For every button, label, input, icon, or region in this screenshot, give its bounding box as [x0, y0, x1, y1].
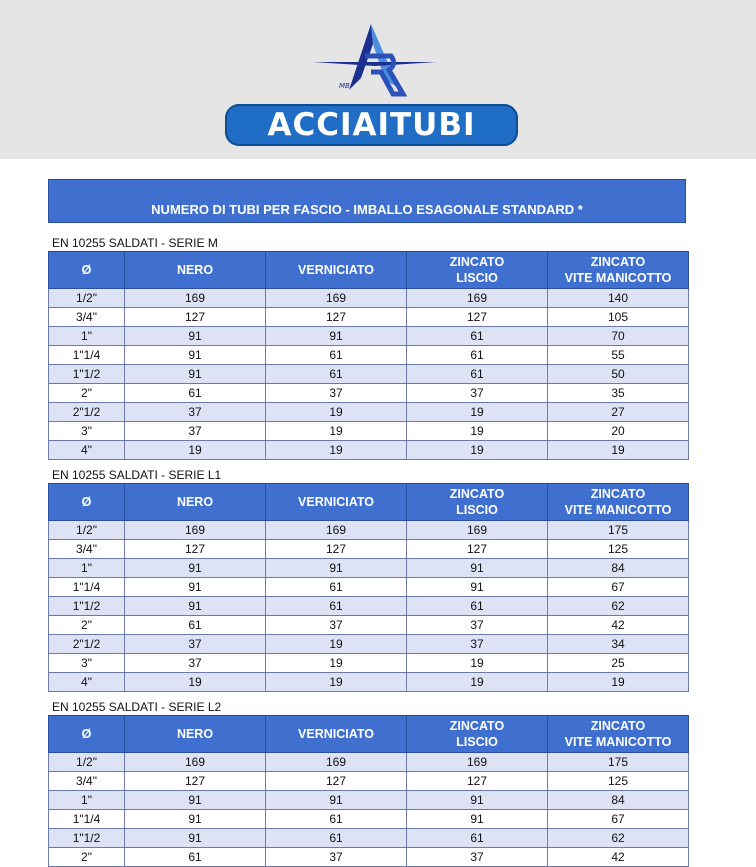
column-header-line1: Ø: [81, 263, 92, 277]
table-cell: 25: [548, 654, 689, 673]
table-cell: 19: [548, 441, 689, 460]
column-header: [266, 484, 407, 521]
column-header-line1: NERO: [176, 727, 214, 741]
table-cell: 3/4": [49, 308, 125, 327]
table-cell: 1"1/2: [49, 597, 125, 616]
column-header-line1: ZINCATO: [449, 719, 505, 733]
column-header-line2: VITE MANICOTTO: [564, 503, 672, 517]
table-row: [49, 616, 689, 635]
section-label-serie-l2: EN 10255 SALDATI - SERIE L2: [52, 700, 222, 714]
column-header: [548, 252, 689, 289]
table-cell: 62: [548, 597, 689, 616]
table-cell: 19: [266, 403, 407, 422]
column-header-line1: ZINCATO: [449, 255, 505, 269]
table-header-row: [49, 716, 689, 753]
brand-logo: [225, 104, 518, 146]
column-header-line1: VERNICIATO: [298, 495, 374, 509]
table-cell: 37: [407, 616, 548, 635]
table-cell: 2"1/2: [49, 403, 125, 422]
table-cell: 140: [548, 289, 689, 308]
table-row: [49, 559, 689, 578]
table-cell: 91: [125, 327, 266, 346]
table-row: [49, 791, 689, 810]
table-cell: 169: [266, 289, 407, 308]
table-cell: 91: [125, 829, 266, 848]
table-cell: 127: [266, 540, 407, 559]
table-cell: 19: [407, 673, 548, 692]
table-cell: 1": [49, 559, 125, 578]
column-header-line1: ZINCATO: [590, 255, 646, 269]
table-header-row: [49, 484, 689, 521]
table-cell: 61: [407, 829, 548, 848]
column-header: [49, 252, 125, 289]
table-cell: 37: [407, 384, 548, 403]
table-cell: 70: [548, 327, 689, 346]
table-cell: 127: [266, 308, 407, 327]
table-cell: 1"1/2: [49, 829, 125, 848]
table-cell: 1/2": [49, 289, 125, 308]
table-row: [49, 327, 689, 346]
table-row: [49, 673, 689, 692]
table-cell: 105: [548, 308, 689, 327]
table-cell: 125: [548, 772, 689, 791]
table-cell: 67: [548, 810, 689, 829]
table-row: [49, 441, 689, 460]
column-header: [407, 252, 548, 289]
table-row: [49, 578, 689, 597]
table-cell: 3": [49, 654, 125, 673]
table-row: [49, 422, 689, 441]
table-row: [49, 597, 689, 616]
table-cell: 1"1/4: [49, 346, 125, 365]
table-cell: 19: [266, 422, 407, 441]
section-label-serie-m: EN 10255 SALDATI - SERIE M: [52, 236, 218, 250]
table-cell: 61: [125, 384, 266, 403]
column-header-line2: VITE MANICOTTO: [564, 271, 672, 285]
table-cell: 19: [407, 654, 548, 673]
table-row: [49, 308, 689, 327]
table-row: [49, 772, 689, 791]
table-cell: 42: [548, 616, 689, 635]
brand-name: ACCIAITUBI: [267, 107, 476, 143]
table-cell: 169: [266, 753, 407, 772]
table-cell: 91: [125, 791, 266, 810]
table-cell: 61: [266, 365, 407, 384]
table-cell: 1"1/4: [49, 578, 125, 597]
table-cell: 127: [125, 772, 266, 791]
table-cell: 2": [49, 616, 125, 635]
table-cell: 91: [266, 559, 407, 578]
table-cell: 169: [125, 289, 266, 308]
table-cell: 19: [407, 441, 548, 460]
table-cell: 169: [125, 521, 266, 540]
table-cell: 19: [125, 441, 266, 460]
table-cell: 125: [548, 540, 689, 559]
column-header: [407, 484, 548, 521]
table-cell: 169: [407, 289, 548, 308]
column-header-line1: ZINCATO: [449, 487, 505, 501]
table-cell: 20: [548, 422, 689, 441]
column-header: [266, 716, 407, 753]
table-row: [49, 403, 689, 422]
table-cell: 61: [266, 346, 407, 365]
table-cell: 91: [125, 346, 266, 365]
table-cell: 1/2": [49, 753, 125, 772]
column-header-line1: NERO: [176, 263, 214, 277]
table-cell: 4": [49, 673, 125, 692]
table-body: [49, 289, 689, 460]
table-cell: 127: [407, 772, 548, 791]
table-cell: 169: [125, 753, 266, 772]
table-row: [49, 635, 689, 654]
table-cell: 37: [266, 616, 407, 635]
table-header-row: [49, 252, 689, 289]
table-cell: 91: [125, 810, 266, 829]
column-header-line1: ZINCATO: [590, 487, 646, 501]
table-cell: 3/4": [49, 772, 125, 791]
table-cell: 61: [266, 810, 407, 829]
table-cell: 61: [125, 848, 266, 867]
table-body: [49, 753, 689, 867]
table-cell: 37: [266, 384, 407, 403]
table-cell: 2": [49, 384, 125, 403]
column-header: [548, 484, 689, 521]
table-cell: 4": [49, 441, 125, 460]
table-body: [49, 521, 689, 692]
table-cell: 91: [125, 578, 266, 597]
column-header: [125, 252, 266, 289]
table-cell: 67: [548, 578, 689, 597]
table-row: [49, 654, 689, 673]
star-logo-icon: [305, 22, 445, 102]
page-title: NUMERO DI TUBI PER FASCIO - IMBALLO ESAGONALE STANDARD *: [48, 179, 686, 223]
table-cell: 35: [548, 384, 689, 403]
table-cell: 127: [125, 540, 266, 559]
table-row: [49, 289, 689, 308]
table-cell: 42: [548, 848, 689, 867]
table-cell: 91: [407, 810, 548, 829]
table-cell: 27: [548, 403, 689, 422]
table-cell: 127: [125, 308, 266, 327]
table-cell: 175: [548, 521, 689, 540]
table-cell: 169: [407, 753, 548, 772]
table-row: [49, 829, 689, 848]
table-cell: 1": [49, 327, 125, 346]
table-cell: 1": [49, 791, 125, 810]
column-header-line1: VERNICIATO: [298, 727, 374, 741]
column-header-line1: NERO: [176, 495, 214, 509]
table-cell: 127: [407, 308, 548, 327]
table-cell: 91: [266, 327, 407, 346]
table-cell: 169: [266, 521, 407, 540]
table-cell: 37: [125, 422, 266, 441]
table-cell: 61: [407, 365, 548, 384]
table-cell: 1"1/4: [49, 810, 125, 829]
column-header: [266, 252, 407, 289]
column-header: [125, 716, 266, 753]
table-cell: 37: [125, 635, 266, 654]
table-cell: 62: [548, 829, 689, 848]
table-cell: 91: [407, 791, 548, 810]
section-label-serie-l1: EN 10255 SALDATI - SERIE L1: [52, 468, 222, 482]
table-cell: 19: [407, 422, 548, 441]
column-header: [407, 716, 548, 753]
table-cell: 84: [548, 559, 689, 578]
table-row: [49, 540, 689, 559]
table-cell: 37: [125, 403, 266, 422]
table-cell: 37: [407, 635, 548, 654]
table-row: [49, 521, 689, 540]
table-cell: 19: [266, 441, 407, 460]
page-header: [0, 0, 756, 159]
table-cell: 61: [407, 346, 548, 365]
table-cell: 50: [548, 365, 689, 384]
table-cell: 3/4": [49, 540, 125, 559]
table-cell: 61: [125, 616, 266, 635]
table-cell: 19: [125, 673, 266, 692]
table-cell: 175: [548, 753, 689, 772]
column-header-line2: LISCIO: [456, 271, 498, 285]
table-cell: 127: [266, 772, 407, 791]
table-row: [49, 810, 689, 829]
table-cell: 37: [266, 848, 407, 867]
column-header-line1: Ø: [81, 727, 92, 741]
column-header-line1: ZINCATO: [590, 719, 646, 733]
table-cell: 19: [407, 403, 548, 422]
table-cell: 2": [49, 848, 125, 867]
column-header-line2: LISCIO: [456, 735, 498, 749]
table-row: [49, 753, 689, 772]
table-cell: 61: [407, 327, 548, 346]
table-cell: 1"1/2: [49, 365, 125, 384]
column-header: [49, 484, 125, 521]
column-header-line1: Ø: [81, 495, 92, 509]
table-cell: 91: [125, 559, 266, 578]
column-header: [125, 484, 266, 521]
table-row: [49, 365, 689, 384]
table-cell: 91: [266, 791, 407, 810]
table-cell: 19: [548, 673, 689, 692]
table-cell: 91: [407, 578, 548, 597]
table-cell: 61: [266, 829, 407, 848]
table-cell: 19: [266, 673, 407, 692]
table-cell: 127: [407, 540, 548, 559]
column-header-line1: VERNICIATO: [298, 263, 374, 277]
column-header-line2: LISCIO: [456, 503, 498, 517]
table-cell: 34: [548, 635, 689, 654]
table-cell: 1/2": [49, 521, 125, 540]
table-cell: 19: [266, 654, 407, 673]
column-header-line2: VITE MANICOTTO: [564, 735, 672, 749]
table-cell: 91: [125, 365, 266, 384]
column-header: [548, 716, 689, 753]
table-cell: 61: [407, 597, 548, 616]
table-cell: 91: [125, 597, 266, 616]
column-header: [49, 716, 125, 753]
table-cell: 84: [548, 791, 689, 810]
table-serie-m: [48, 251, 689, 460]
brand-monogram: MB: [339, 82, 350, 90]
table-row: [49, 384, 689, 403]
table-serie-l1: [48, 483, 689, 692]
table-row: [49, 346, 689, 365]
table-cell: 169: [407, 521, 548, 540]
table-cell: 61: [266, 597, 407, 616]
table-cell: 37: [125, 654, 266, 673]
table-cell: 19: [266, 635, 407, 654]
table-cell: 37: [407, 848, 548, 867]
table-row: [49, 848, 689, 867]
table-cell: 91: [407, 559, 548, 578]
table-cell: 3": [49, 422, 125, 441]
table-serie-l2: [48, 715, 689, 867]
table-cell: 2"1/2: [49, 635, 125, 654]
table-cell: 55: [548, 346, 689, 365]
table-cell: 61: [266, 578, 407, 597]
